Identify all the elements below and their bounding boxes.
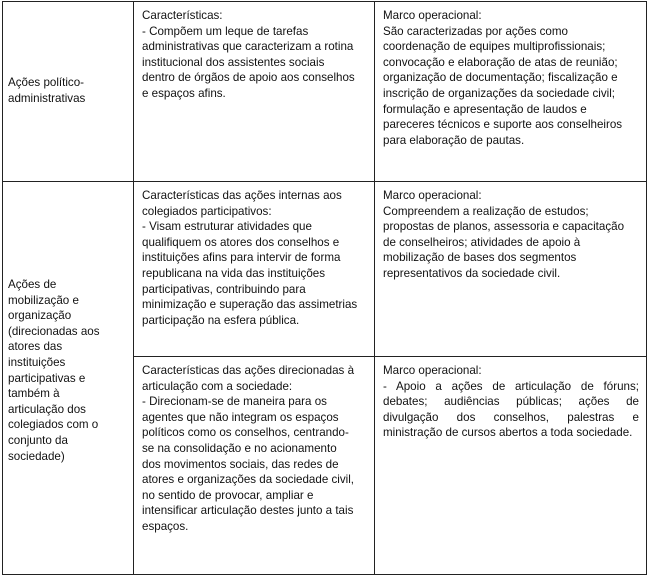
row-2b-operational-title: Marco operacional:	[383, 364, 482, 377]
row-2b-operational-text: - Apoio a ações de articulação de fóruns; debates; audiências públicas; ações de divulgação dos conselhos, palestras e ministração de cursos abertos a toda sociedade.	[383, 379, 639, 440]
column-divider-1	[133, 1, 134, 575]
row-1-label: Ações político- administrativas	[8, 76, 86, 105]
row-divider-1	[2, 181, 647, 182]
row-2b-operational	[383, 363, 639, 441]
row-1-characteristics: Características: - Compõem um leque de tarefas administrativas que caracterizam a rotina institucional dos assistentes sociais dentro de órgãos de apoio aos conselhos e espaços afins.	[142, 9, 355, 100]
row-2b-characteristics: Características das ações direcionadas à articulação com a sociedade: - Direcionam-se de maneira para os agentes que não integram os espaços políticos como os conselhos, centrando- se na consolidação e no acionamento dos movimentos sociais, das redes de atores e organizações da sociedade civil, no sentido de provocar, ampliar e intensificar articulação destes junto a tais espaços.	[142, 364, 355, 533]
table-border-top	[2, 1, 647, 2]
column-divider-2	[374, 1, 375, 575]
row-2a-operational: Marco operacional: Compreendem a realização de estudos; propostas de planos, assessoria e capacitação de conselheiros; atividades de apoio à mobilização de bases dos segmentos representativos da sociedade civil.	[383, 189, 625, 280]
row-2-label: Ações de mobilização e organização (direcionadas aos atores das instituições participativas e também à articulação dos colegiados com o conjunto da sociedade)	[8, 278, 100, 463]
row-divider-2	[133, 356, 647, 357]
table-border-left	[2, 1, 3, 575]
row-2a-characteristics: Características das ações internas aos colegiados participativos: - Visam estruturar atividades que qualifiquem os atores dos conselhos e instituições afins para intervir de forma republicana na vida das instituições participativas, contribuindo para minimização e superação das assimetrias participação na esfera pública.	[142, 189, 358, 327]
row-1-operational: Marco operacional: São caracterizadas por ações como coordenação de equipes multiprofissionais; convocação e elaboração de atas de reunião; organização de documentação; fiscalização e inscrição de organizações da sociedade civil; formulação e apresentação de laudos e pareceres técnicos e suporte aos conselheiros para elaboração de pautas.	[383, 9, 623, 147]
table-border-right	[646, 1, 647, 575]
table-border-bottom	[2, 574, 647, 575]
